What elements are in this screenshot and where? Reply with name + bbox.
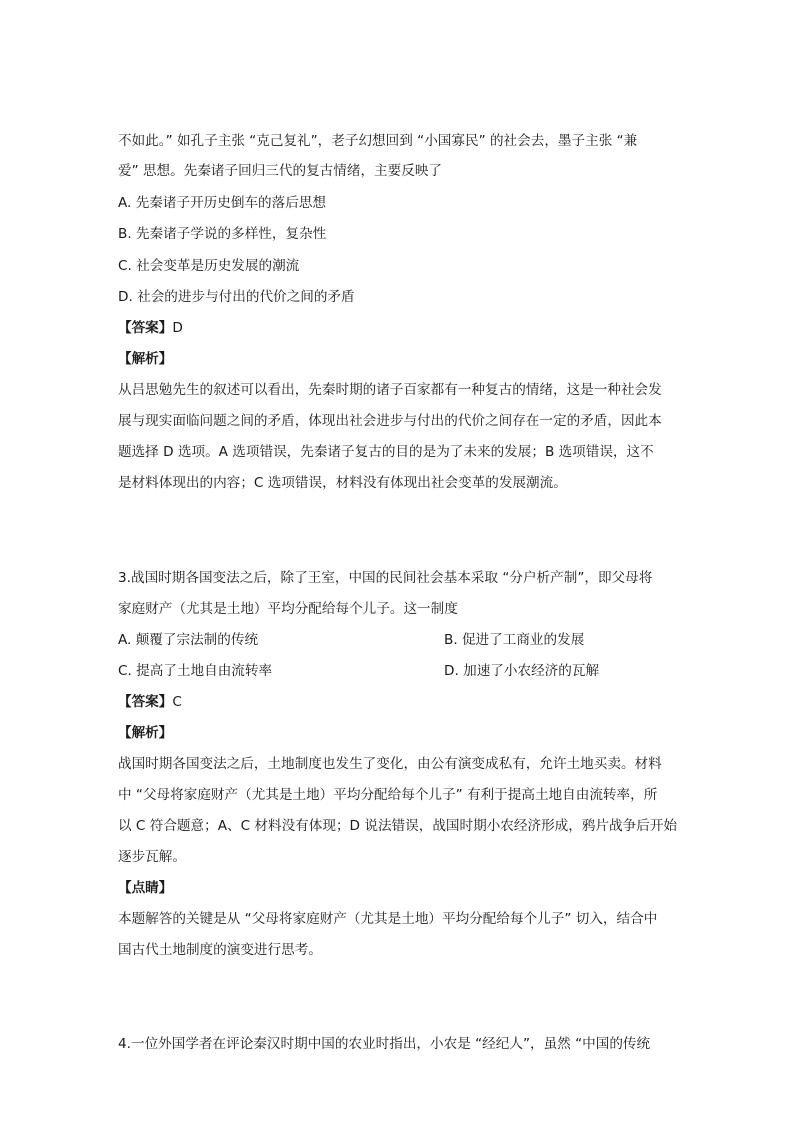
q3-analysis-line-3: 以 C 符合题意；A、C 材料没有体现；D 说法错误，战国时期小农经济形成，鸦片战争后开始: [118, 818, 678, 834]
q2-stem-line-2: 爱” 思想。先秦诸子回归三代的复古情绪，主要反映了: [118, 163, 443, 179]
q3-answer-tag: 【答案】: [118, 694, 173, 710]
q3-analysis-label: 【解析】: [118, 725, 173, 741]
q3-answer-value: C: [172, 694, 182, 710]
q2-analysis-line-3: 题选择 D 选项。A 选项错误，先秦诸子复古的目的是为了未来的发展；B 选项错误，这不: [118, 444, 654, 460]
q2-option-c: C. 社会变革是历史发展的潮流: [118, 258, 300, 274]
q3-stem-line-1: 3.战国时期各国变法之后，除了王室，中国的民间社会基本采取 “分户析产制”，即父母将: [118, 570, 653, 586]
q2-analysis-label: 【解析】: [118, 351, 173, 367]
q2-stem-line-1: 不如此。” 如孔子主张 “克己复礼”，老子幻想回到 “小国寡民” 的社会去，墨子主张 “兼: [118, 133, 638, 149]
q3-tip-label: 【点睛】: [118, 880, 173, 896]
q3-analysis-line-2: 中 “父母将家庭财产（尤其是土地）平均分配给每个儿子” 有利于提高土地自由流转率，所: [118, 787, 658, 803]
q2-option-b: B. 先秦诸子学说的多样性，复杂性: [118, 226, 327, 242]
q2-option-d: D. 社会的进步与付出的代价之间的矛盾: [118, 289, 355, 305]
q3-tip-line-2: 国古代土地制度的演变进行思考。: [118, 942, 322, 958]
q3-stem-line-2: 家庭财产（尤其是土地）平均分配给每个儿子。这一制度: [118, 601, 458, 617]
q2-analysis-line-4: 是材料体现出的内容；C 选项错误，材料没有体现出社会变革的发展潮流。: [118, 475, 567, 491]
q3-option-c: C. 提高了土地自由流转率: [118, 663, 273, 679]
q2-analysis-line-1: 从吕思勉先生的叙述可以看出，先秦时期的诸子百家都有一种复古的情绪，这是一种社会发: [118, 382, 662, 398]
q3-tip-line-1: 本题解答的关键是从 “父母将家庭财产（尤其是土地）平均分配给每个儿子” 切入，结合中: [118, 911, 658, 927]
q3-option-b: B. 促进了工商业的发展: [444, 632, 585, 648]
q3-tip-tag: [118, 878, 678, 898]
q3-option-d: D. 加速了小农经济的瓦解: [444, 663, 600, 679]
q2-option-a: A. 先秦诸子开历史倒车的落后思想: [118, 195, 327, 211]
q3-answer: [118, 692, 678, 712]
q3-option-a: A. 颠覆了宗法制的传统: [118, 632, 259, 648]
q3-analysis-line-4: 逐步瓦解。: [118, 849, 186, 865]
q4-stem-line-1: 4.一位外国学者在评论秦汉时期中国的农业时指出，小农是 “经纪人”，虽然 “中国的传统: [118, 1036, 651, 1052]
q2-answer-tag: 【答案】: [118, 320, 173, 336]
q2-answer-value: D: [172, 320, 183, 336]
q2-analysis-line-2: 展与现实面临问题之间的矛盾，体现出社会进步与付出的代价之间存在一定的矛盾，因此本: [118, 413, 662, 429]
q2-analysis-tag: [118, 349, 678, 369]
q2-answer: [118, 318, 678, 338]
q3-analysis-tag: [118, 723, 678, 743]
q3-analysis-line-1: 战国时期各国变法之后，土地制度也发生了变化，由公有演变成私有，允许土地买卖。材料: [118, 756, 662, 772]
